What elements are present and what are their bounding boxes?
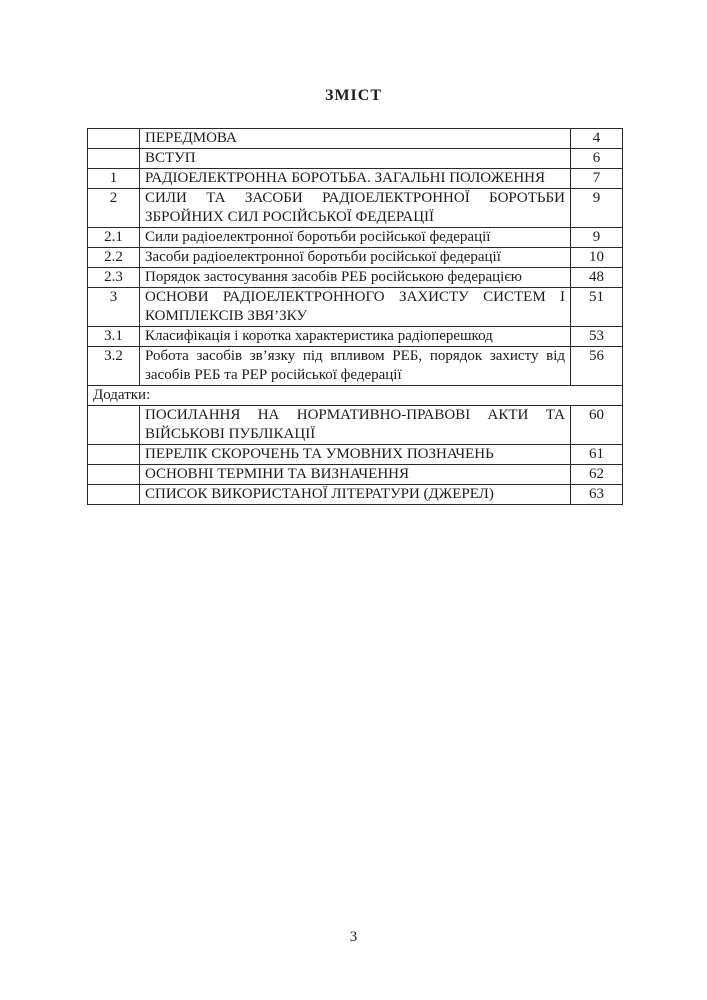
page-title: ЗМІСТ [325, 87, 382, 104]
toc-row-number: 1 [88, 169, 140, 189]
page-number: 3 [349, 929, 358, 945]
toc-row-title: Класифікація і коротка характеристика радіоперешкод [140, 327, 571, 347]
toc-row [88, 347, 623, 386]
toc-row-page: 62 [571, 465, 623, 485]
toc-row [88, 465, 623, 485]
toc-row-title: РАДІОЕЛЕКТРОННА БОРОТЬБА. ЗАГАЛЬНІ ПОЛОЖЕННЯ [140, 169, 571, 189]
toc-row [88, 445, 623, 465]
toc-row [88, 228, 623, 248]
toc-row-page: 63 [571, 485, 623, 505]
toc-row-number: 2.3 [88, 268, 140, 288]
toc-row-number [88, 445, 140, 465]
toc-row [88, 248, 623, 268]
toc-row-number [88, 129, 140, 149]
toc-row-number [88, 465, 140, 485]
toc-row-page: 56 [571, 347, 623, 386]
toc-row-title: ОСНОВНІ ТЕРМІНИ ТА ВИЗНАЧЕННЯ [140, 465, 571, 485]
toc-row-number: 3 [88, 288, 140, 327]
toc-section-row [88, 386, 623, 406]
toc-row-number: 2.1 [88, 228, 140, 248]
toc-row-page: 61 [571, 445, 623, 465]
toc-row-title: Робота засобів зв’язку під впливом РЕБ, порядок захисту від засобів РЕБ та РЕР російської федерації [140, 347, 571, 386]
toc-row-title: ПОСИЛАННЯ НА НОРМАТИВНО-ПРАВОВІ АКТИ ТА ВІЙСЬКОВІ ПУБЛІКАЦІЇ [140, 406, 571, 445]
toc-row-page: 60 [571, 406, 623, 445]
toc-row-title: СИЛИ ТА ЗАСОБИ РАДІОЕЛЕКТРОННОЇ БОРОТЬБИ ЗБРОЙНИХ СИЛ РОСІЙСЬКОЇ ФЕДЕРАЦІЇ [140, 189, 571, 228]
toc-row-number: 2 [88, 189, 140, 228]
toc-table-body [88, 129, 623, 505]
toc-row-number: 3.2 [88, 347, 140, 386]
toc-row-number [88, 485, 140, 505]
toc-row-page: 51 [571, 288, 623, 327]
toc-row [88, 406, 623, 445]
toc-row [88, 485, 623, 505]
toc-row [88, 149, 623, 169]
toc-row [88, 327, 623, 347]
toc-row-page: 10 [571, 248, 623, 268]
toc-row [88, 169, 623, 189]
toc-row-title: Засоби радіоелектронної боротьби російської федерації [140, 248, 571, 268]
toc-section-label: Додатки: [88, 386, 623, 406]
toc-row-number: 3.1 [88, 327, 140, 347]
toc-row-number [88, 406, 140, 445]
toc-row-title: ПЕРЕЛІК СКОРОЧЕНЬ ТА УМОВНИХ ПОЗНАЧЕНЬ [140, 445, 571, 465]
toc-row [88, 129, 623, 149]
toc-row-title: Порядок застосування засобів РЕБ російською федерацією [140, 268, 571, 288]
toc-row-page: 6 [571, 149, 623, 169]
toc-row-title: ПЕРЕДМОВА [140, 129, 571, 149]
toc-row [88, 288, 623, 327]
toc-row [88, 268, 623, 288]
toc-row-page: 4 [571, 129, 623, 149]
toc-row-title: Сили радіоелектронної боротьби російської федерації [140, 228, 571, 248]
toc-row-page: 48 [571, 268, 623, 288]
toc-row-page: 53 [571, 327, 623, 347]
toc-row-page: 9 [571, 228, 623, 248]
toc-row-number: 2.2 [88, 248, 140, 268]
toc-row-title: СПИСОК ВИКОРИСТАНОЇ ЛІТЕРАТУРИ (ДЖЕРЕЛ) [140, 485, 571, 505]
toc-row-number [88, 149, 140, 169]
toc-row-title: ВСТУП [140, 149, 571, 169]
toc-row [88, 189, 623, 228]
toc-row-title: ОСНОВИ РАДІОЕЛЕКТРОННОГО ЗАХИСТУ СИСТЕМ І КОМПЛЕКСІВ ЗВЯ’ЗКУ [140, 288, 571, 327]
toc-row-page: 9 [571, 189, 623, 228]
toc-table [87, 128, 623, 505]
toc-row-page: 7 [571, 169, 623, 189]
